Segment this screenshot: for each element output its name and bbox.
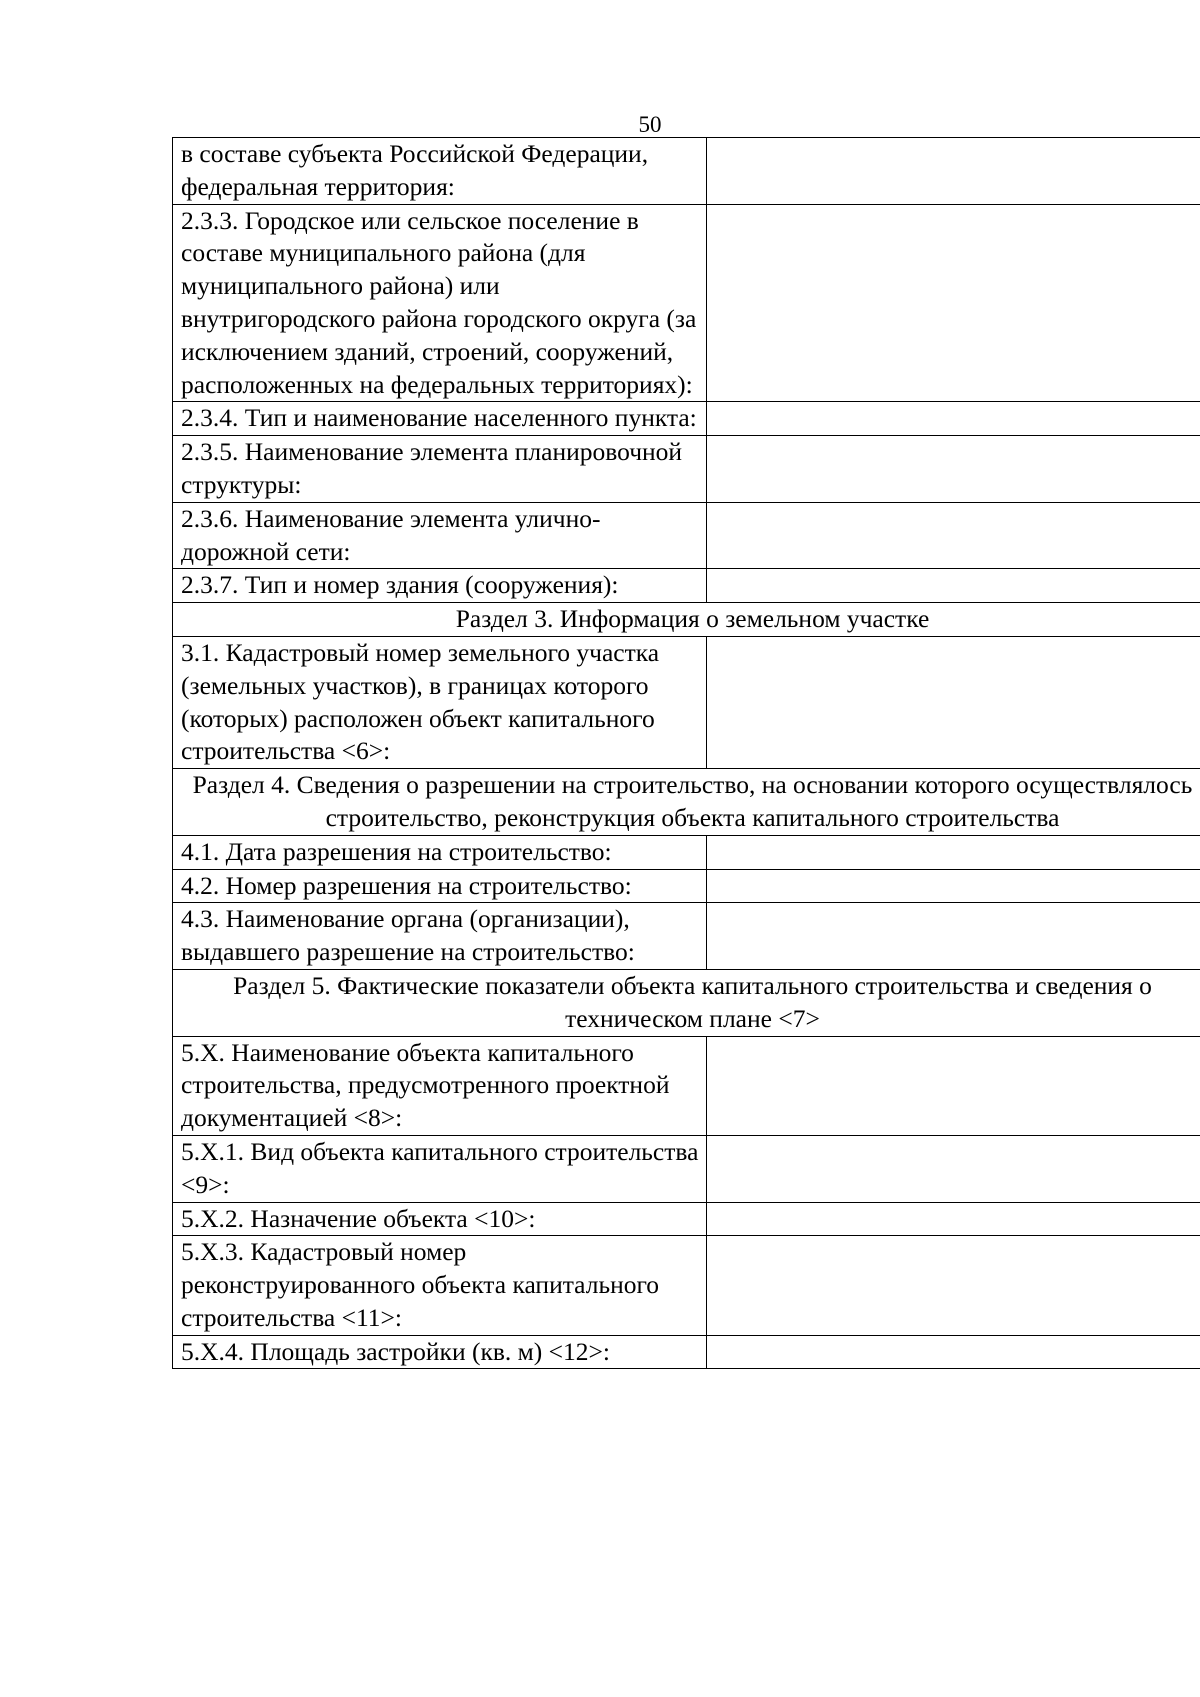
field-label: 5.X. Наименование объекта капитального строительства, предусмотренного проектной документацией <8>: [173,1036,707,1135]
field-label: 3.1. Кадастровый номер земельного участка (земельных участков), в границах которого (которых) расположен объект капитального строительства <6>: [173,636,707,768]
section-heading: Раздел 4. Сведения о разрешении на строительство, на основании которого осуществлялось строительство, реконструкция объекта капитального строительства [173,769,1200,836]
section-row [173,969,1200,1036]
field-value[interactable] [707,869,1200,903]
field-value[interactable] [707,1202,1200,1236]
field-value[interactable] [707,1236,1200,1335]
section-heading: Раздел 5. Фактические показатели объекта капитального строительства и сведения о техническом плане <7> [173,969,1200,1036]
section-row [173,603,1200,637]
field-label: 4.1. Дата разрешения на строительство: [173,835,707,869]
field-label: 2.3.4. Тип и наименование населенного пункта: [173,402,707,436]
table-row [173,1036,1200,1135]
field-value[interactable] [707,636,1200,768]
table-row [173,569,1200,603]
table-row [173,436,1200,503]
field-label: 2.3.6. Наименование элемента улично-дорожной сети: [173,502,707,569]
field-label: в составе субъекта Российской Федерации, федеральная территория: [173,138,707,205]
section-heading: Раздел 3. Информация о земельном участке [173,603,1200,637]
table-row [173,1236,1200,1335]
field-value[interactable] [707,1036,1200,1135]
field-label: 5.X.3. Кадастровый номер реконструированного объекта капитального строительства <11>: [173,1236,707,1335]
table-row [173,502,1200,569]
table-row [173,1135,1200,1202]
table-row [173,1335,1200,1369]
table-row [173,1202,1200,1236]
field-label: 4.2. Номер разрешения на строительство: [173,869,707,903]
field-label: 2.3.7. Тип и номер здания (сооружения): [173,569,707,603]
field-label: 5.X.1. Вид объекта капитального строительства <9>: [173,1135,707,1202]
field-label: 5.X.4. Площадь застройки (кв. м) <12>: [173,1335,707,1369]
field-value[interactable] [707,903,1200,970]
field-value[interactable] [707,1135,1200,1202]
table-row [173,869,1200,903]
field-value[interactable] [707,204,1200,402]
table-row [173,204,1200,402]
section-row [173,769,1200,836]
table-row [173,138,1200,205]
field-label: 4.3. Наименование органа (организации), выдавшего разрешение на строительство: [173,903,707,970]
field-value[interactable] [707,1335,1200,1369]
table-row [173,636,1200,768]
table-row [173,903,1200,970]
field-value[interactable] [707,569,1200,603]
field-label: 2.3.3. Городское или сельское поселение в составе муниципального района (для муниципального района) или внутригородского района городского округа (за исключением зданий, строений, сооружений, расположенных на федеральных территориях): [173,204,707,402]
table-row [173,835,1200,869]
field-value[interactable] [707,436,1200,503]
field-value[interactable] [707,402,1200,436]
field-value[interactable] [707,138,1200,205]
field-value[interactable] [707,835,1200,869]
field-value[interactable] [707,502,1200,569]
page-number: 50 [638,112,662,137]
field-label: 5.X.2. Назначение объекта <10>: [173,1202,707,1236]
table-row [173,402,1200,436]
form-table [172,137,1200,1369]
field-label: 2.3.5. Наименование элемента планировочной структуры: [173,436,707,503]
